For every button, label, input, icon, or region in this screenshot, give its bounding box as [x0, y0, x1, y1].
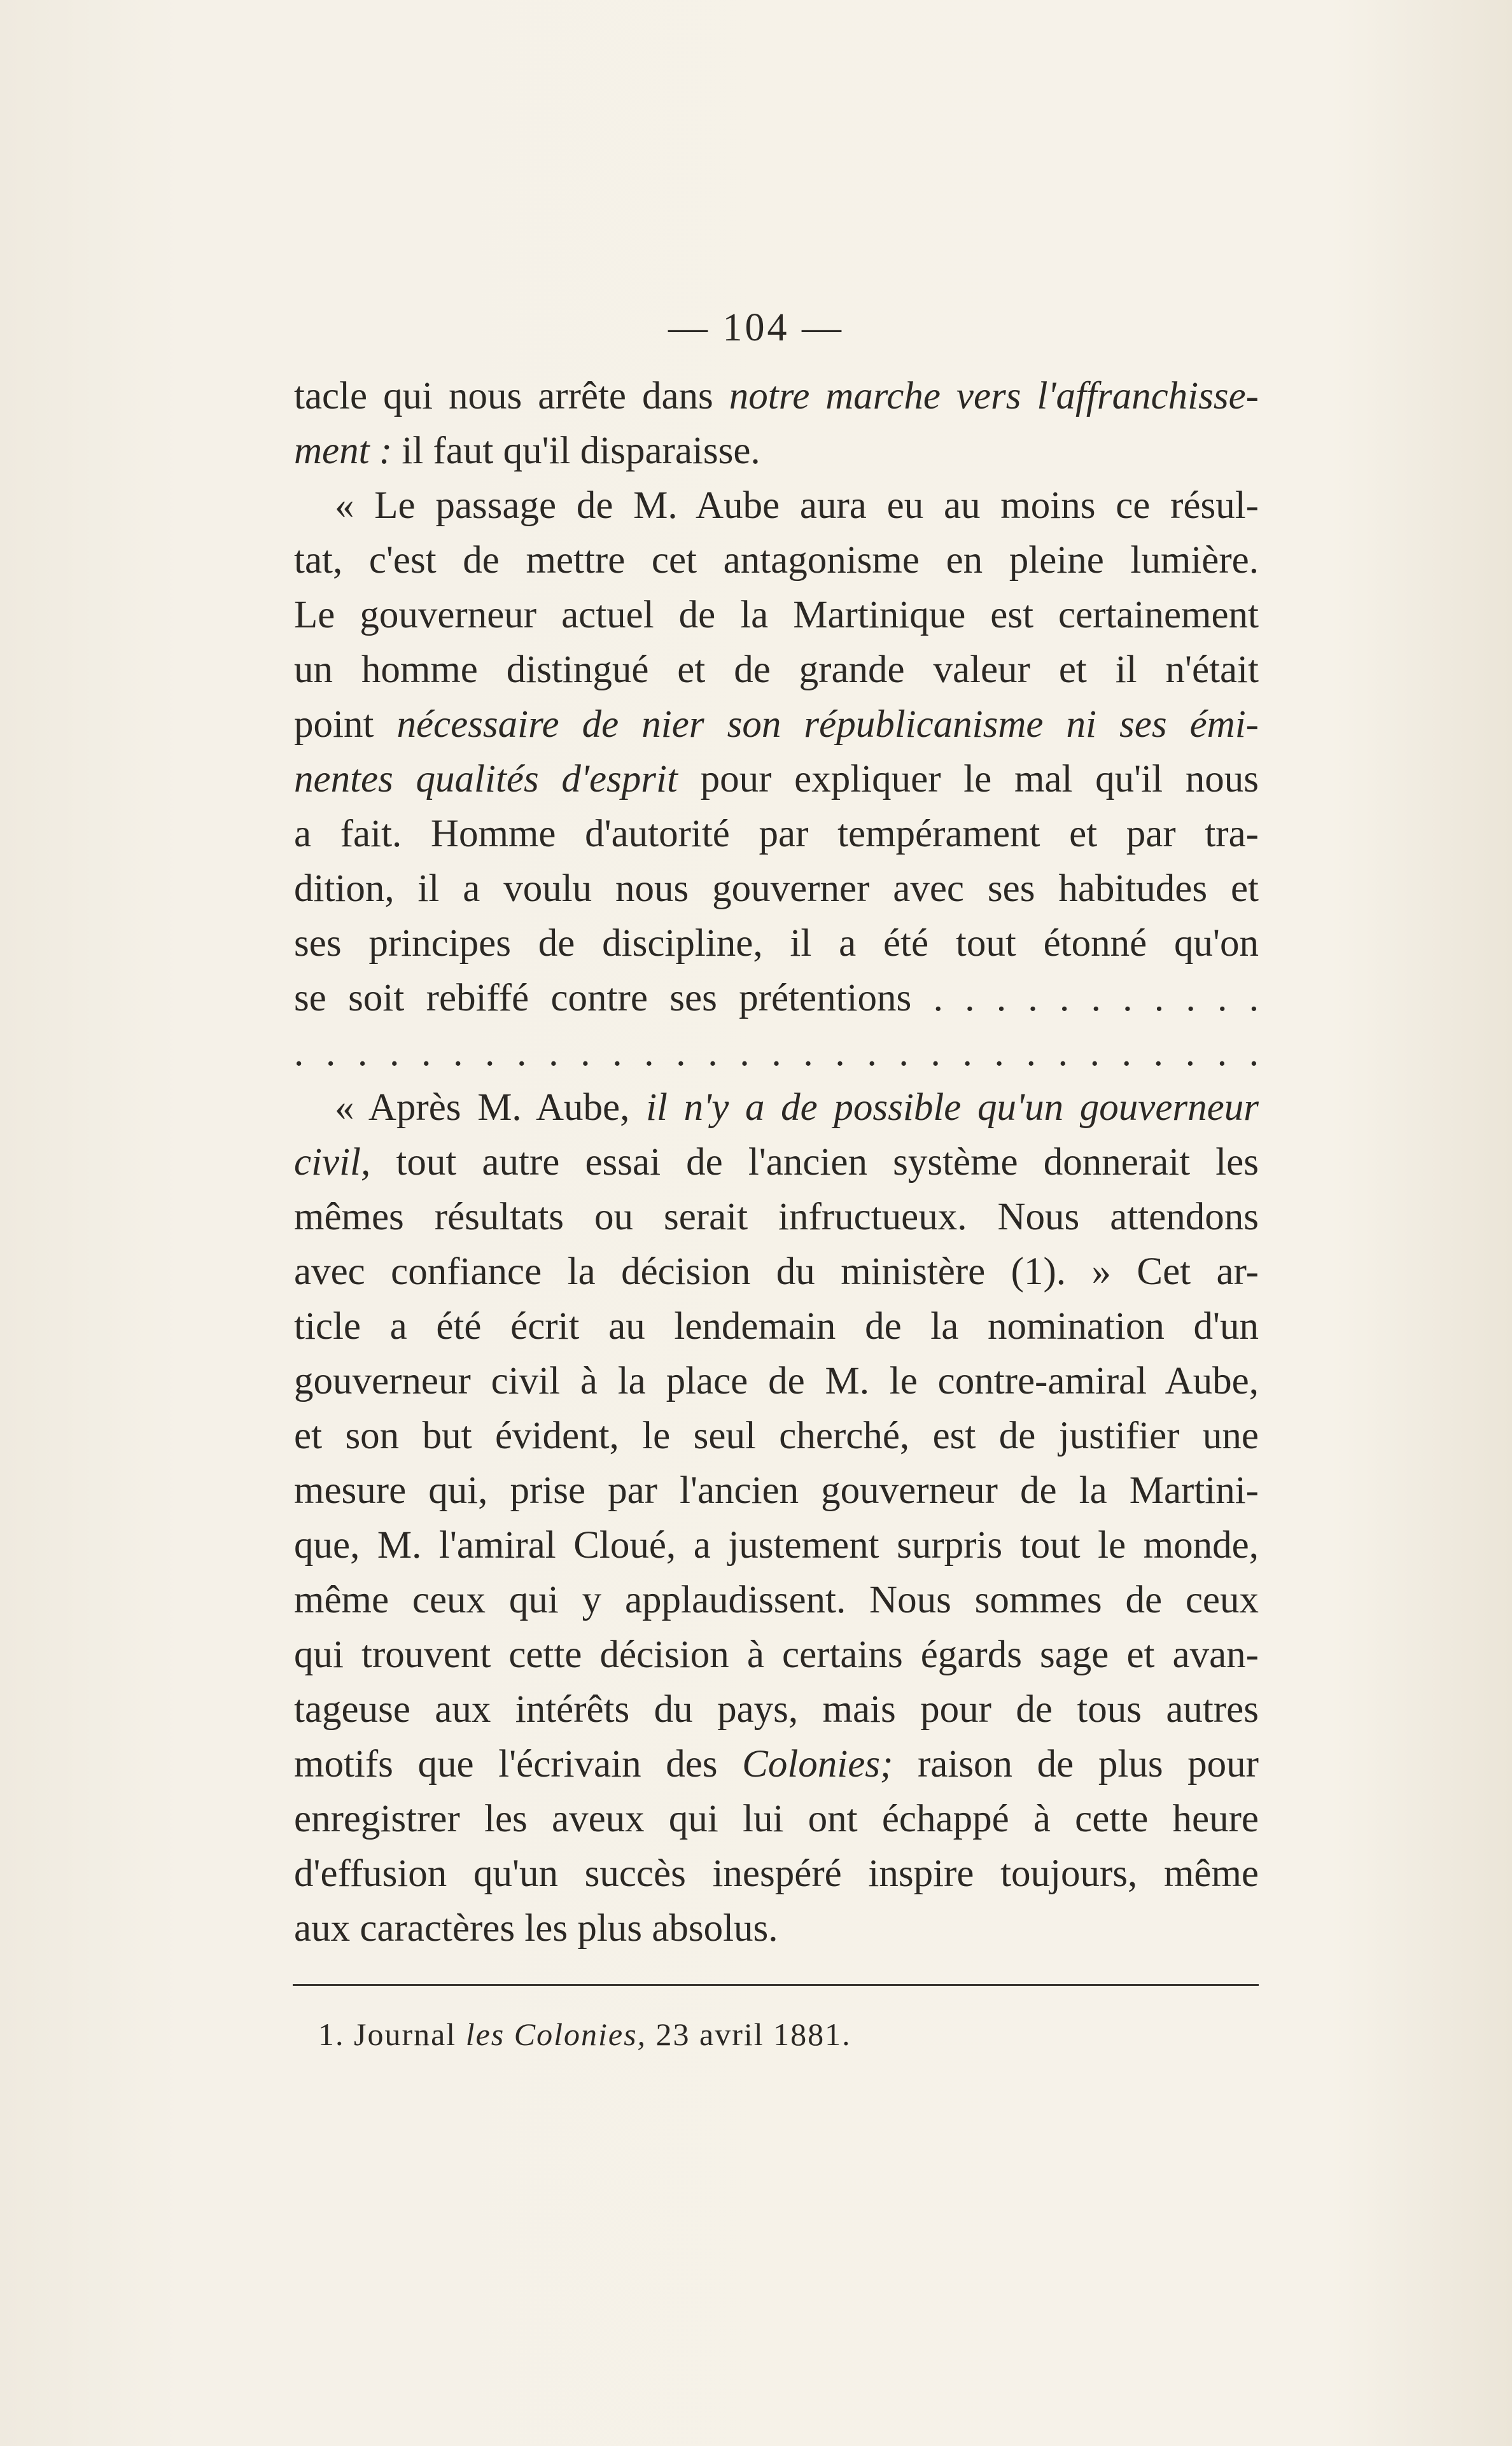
body-text — [294, 369, 1259, 1956]
text-line: dition, il a voulu nous gouverner avec ses habitudes et — [294, 867, 1259, 910]
text-line: tat, c'est de mettre cet antagonisme en pleine lumière. — [294, 539, 1259, 582]
page-number: — 104 — — [668, 306, 844, 349]
text-line: tacle qui nous arrête dans notre marche vers l'affranchisse- — [294, 375, 1259, 417]
text-line: nentes qualités d'esprit pour expliquer le mal qu'il nous — [294, 758, 1259, 800]
footnote-number: 1. — [318, 2016, 345, 2052]
text-line: un homme distingué et de grande valeur et il n'était — [294, 648, 1259, 691]
text-line: « Après M. Aube, il n'y a de possible qu'un gouverneur — [335, 1086, 1259, 1129]
text-line: ticle a été écrit au lendemain de la nomination d'un — [294, 1305, 1259, 1348]
text-line: même ceux qui y applaudissent. Nous sommes de ceux — [294, 1579, 1259, 1621]
text-line: se soit rebiffé contre ses prétentions . . . . . . . . . . . — [294, 977, 1259, 1019]
text-line: et son but évident, le seul cherché, est de justifier une — [294, 1415, 1259, 1457]
footnote-divider — [293, 1984, 1259, 1986]
text-line: qui trouvent cette décision à certains égards sage et avan- — [294, 1633, 1259, 1676]
text-line: « Le passage de M. Aube aura eu au moins ce résul- — [335, 484, 1259, 527]
text-line: Le gouverneur actuel de la Martinique est certainement — [294, 594, 1259, 636]
text-line: enregistrer les aveux qui lui ont échappé à cette heure — [294, 1798, 1259, 1840]
ellipsis-line: . . . . . . . . . . . . . . . . . . . . . . . . . . . . . . . — [294, 1031, 1259, 1074]
footnote-source: les Colonies, — [465, 2016, 647, 2052]
text-line: mesure qui, prise par l'ancien gouverneur de la Martini- — [294, 1469, 1259, 1512]
text-line: gouverneur civil à la place de M. le contre-amiral Aube, — [294, 1360, 1259, 1402]
text-line: que, M. l'amiral Cloué, a justement surpris tout le monde, — [294, 1524, 1259, 1567]
text-line: tageuse aux intérêts du pays, mais pour de tous autres — [294, 1688, 1259, 1731]
text-line: motifs que l'écrivain des Colonies; raison de plus pour — [294, 1743, 1259, 1786]
text-line: ment : il faut qu'il disparaisse. — [294, 430, 760, 472]
text-line: d'effusion qu'un succès inespéré inspire toujours, même — [294, 1852, 1259, 1895]
text-line: civil, tout autre essai de l'ancien système donnerait les — [294, 1141, 1259, 1184]
text-line: mêmes résultats ou serait infructueux. Nous attendons — [294, 1196, 1259, 1238]
text-line: point nécessaire de nier son républicanisme ni ses émi- — [294, 703, 1259, 746]
text-line: avec confiance la décision du ministère (1). » Cet ar- — [294, 1250, 1259, 1293]
footnote: 1. Journal les Colonies, 23 avril 1881. — [318, 2016, 851, 2052]
text-line: aux caractères les plus absolus. — [294, 1907, 778, 1950]
text-line: a fait. Homme d'autorité par tempérament et par tra- — [294, 813, 1259, 855]
text-line: ses principes de discipline, il a été tout étonné qu'on — [294, 922, 1259, 965]
